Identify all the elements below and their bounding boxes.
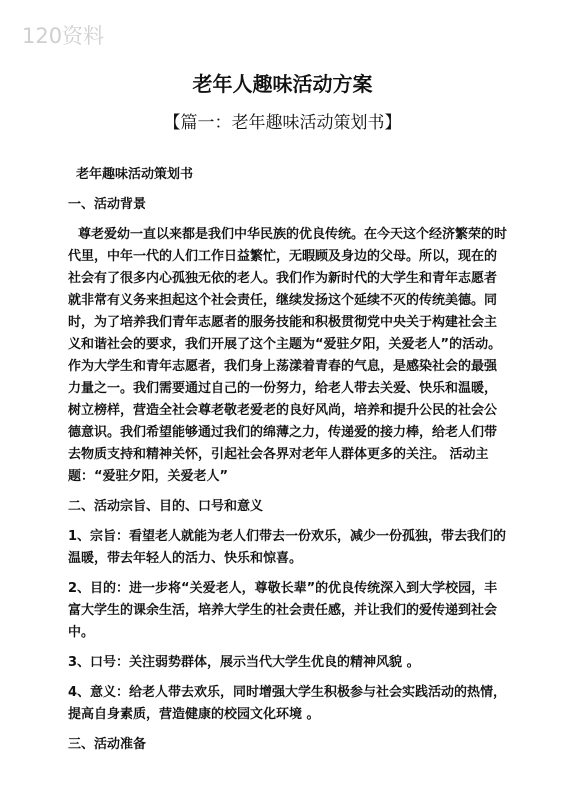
document-subtitle: 【篇一：老年趣味活动策划书】 [163, 113, 402, 133]
paragraph-background: 尊老爱幼一直以来都是我们中华民族的优良传统。在今天这个经济繁荣的时代里，中年一代的人们工作日益繁忙，无暇顾及身边的父母。所以，现在的社会有了很多内心孤独无依的老人。我们作为新时代的大学生和青年志愿者就非常有义务来担起这个社会责任，继续发扬这个延续不灭的传统美德。同时，为了培养我们青年志愿者的服务技能和积极贯彻党中央关于构建社会主义和谐社会的要求，我们开展了这个主题为“爱驻夕阳，关爱老人”的活动。作为大学生和青年志愿者，我们身上荡漾着青春的气息，是感染社会的最强力量之一。我们需要通过自己的一份努力，给老人带去关爱、快乐和温暖，树立榜样，营造全社会尊老敬老爱老的良好风尚，培养和提升公民的社会公德意识。我们希望能够通过我们的绵薄之力，传递爱的接力棒，给老人们带去物质支持和精神关怀，引起社会各界对老年人群体更多的关注。 活动主题：“爱驻夕阳，关爱老人” [68, 227, 508, 484]
section-heading-background: 一、活动背景 [68, 197, 147, 212]
section-doc-heading: 老年趣味活动策划书 [76, 167, 194, 182]
document-title: 老年人趣味活动方案 [192, 72, 373, 96]
watermark: 120资料 [22, 24, 105, 48]
section-heading-preparation: 三、活动准备 [68, 737, 147, 752]
list-item-purpose-1: 1、宗旨：看望老人就能为老人们带去一份欢乐，减少一份孤独，带去我们的温暖，带去年轻人的活力、快乐和惊喜。 [68, 529, 507, 566]
list-item-purpose-3: 3、口号：关注弱势群体，展示当代大学生优良的精神风貌 。 [68, 655, 420, 670]
list-item-purpose-4: 4、意义：给老人带去欢乐，同时增强大学生积极参与社会实践活动的热情，提高自身素质，营造健康的校园文化环境 。 [68, 685, 507, 722]
list-item-purpose-2: 2、目的：进一步将“关爱老人，尊敬长辈”的优良传统深入到大学校园，丰富大学生的课余生活，培养大学生的社会责任感，并让我们的爱传递到社会中。 [68, 581, 498, 640]
section-heading-purpose: 二、活动宗旨、目的、口号和意义 [68, 499, 264, 514]
document-body [68, 160, 508, 764]
